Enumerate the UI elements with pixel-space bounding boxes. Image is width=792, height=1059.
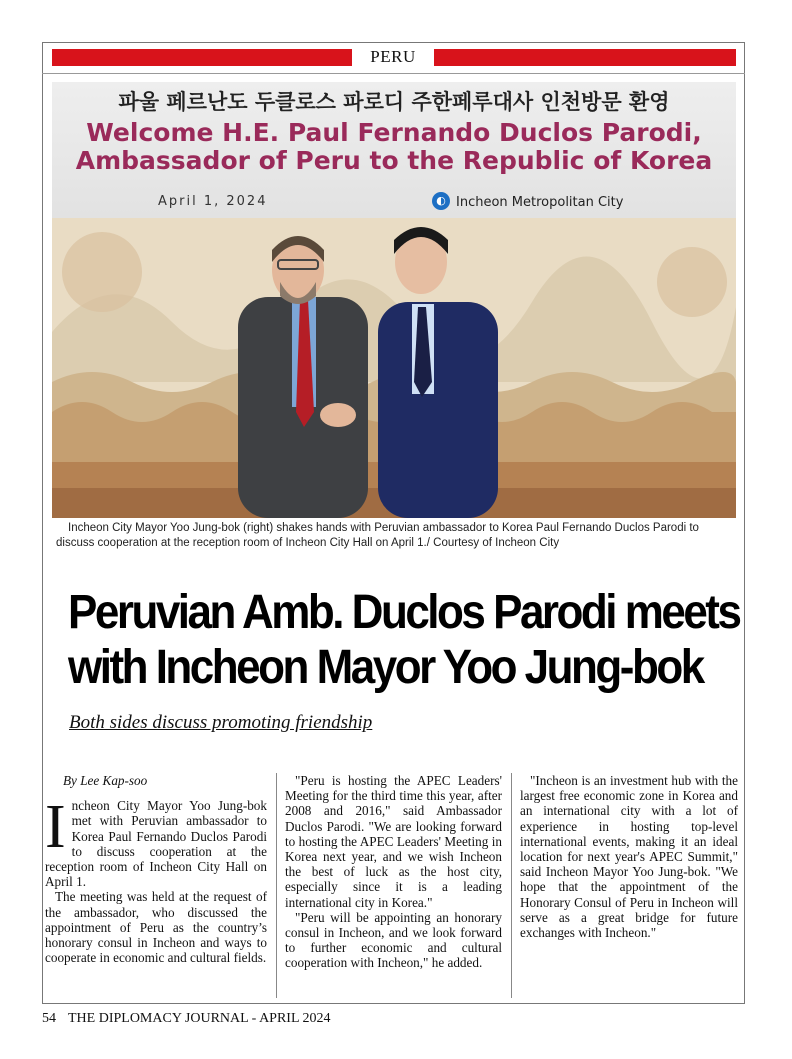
article-headline: Peruvian Amb. Duclos Parodi meets with Incheon Mayor Yoo Jung-bok — [68, 585, 740, 694]
article-paragraph-3: "Peru is hosting the APEC Leaders' Meeting for the third time this year, after 2008 and 2016," said Ambassador Duclos Parodi. "We are looking forward to hosting the APEC Leaders' Meeting in Korea next year, and we wish Incheon the best of luck as the host city, especially since it is a leading international city in Korea." — [285, 773, 502, 910]
column-divider-1 — [276, 773, 277, 998]
photo-caption: Incheon City Mayor Yoo Jung-bok (right) shakes hands with Peruvian ambassador to Korea Paul Fernando Duclos Parodi to discuss cooperation at the reception room of Incheon City Hall on April 1./ Courtesy of Incheon City — [56, 522, 699, 549]
banner-korean-text: 파울 페르난도 두클로스 파로디 주한페루대사 인천방문 환영 — [118, 90, 670, 114]
column-divider-2 — [511, 773, 512, 998]
incheon-logo-icon: ◐ — [432, 192, 450, 210]
article-paragraph-2: The meeting was held at the request of the ambassador, who discussed the appointment of Peru as the country’s honorary consul in Incheon and ways to cooperate in economic and cultural fields. — [45, 889, 267, 966]
publication-name: THE DIPLOMACY JOURNAL - APRIL 2024 — [68, 1011, 331, 1026]
article-column-2 — [285, 773, 502, 971]
article-subhead: Both sides discuss promoting friendship — [69, 712, 373, 733]
article-paragraph-1 — [45, 793, 267, 890]
section-bar-right — [434, 49, 736, 66]
banner-date: April 1, 2024 — [158, 194, 268, 209]
banner-english-line1: Welcome H.E. Paul Fernando Duclos Parodi, — [86, 118, 702, 147]
page-footer — [42, 1011, 331, 1027]
header-rule — [42, 73, 745, 74]
banner-organization: Incheon Metropolitan City — [456, 195, 624, 210]
article-paragraph-5: "Incheon is an investment hub with the largest free economic zone in Korea and an international city with a lot of experience in hosting top-level international events, making it an ideal location for next year's APEC Summit," said Incheon Mayor Yoo Jung-bok. "We hope that the appointment of the Honorary Consul of Peru in Incheon will serve as a great bridge for future exchanges with Incheon." — [520, 773, 738, 941]
page-number: 54 — [42, 1011, 56, 1026]
paragraph-1-text: ncheon City Mayor Yoo Jung-bok met with Peruvian ambassador to Korea Paul Fernando Duclos Parodi to discuss cooperation at the reception room of Incheon City Hall on April 1. — [45, 798, 267, 890]
section-bar-left — [52, 49, 352, 66]
section-label: PERU — [370, 47, 416, 66]
article-column-1 — [45, 773, 267, 965]
drop-cap: I — [45, 793, 66, 862]
byline: By Lee Kap-soo — [63, 773, 148, 788]
banner-english-line2: Ambassador of Peru to the Republic of Korea — [75, 146, 713, 175]
article-column-3 — [520, 773, 738, 940]
news-photo — [52, 82, 736, 518]
article-paragraph-4: "Peru will be appointing an honorary consul in Incheon, and we look forward to further economic and cultural cooperation with Incheon," he added. — [285, 909, 502, 971]
welcome-banner — [52, 82, 736, 218]
